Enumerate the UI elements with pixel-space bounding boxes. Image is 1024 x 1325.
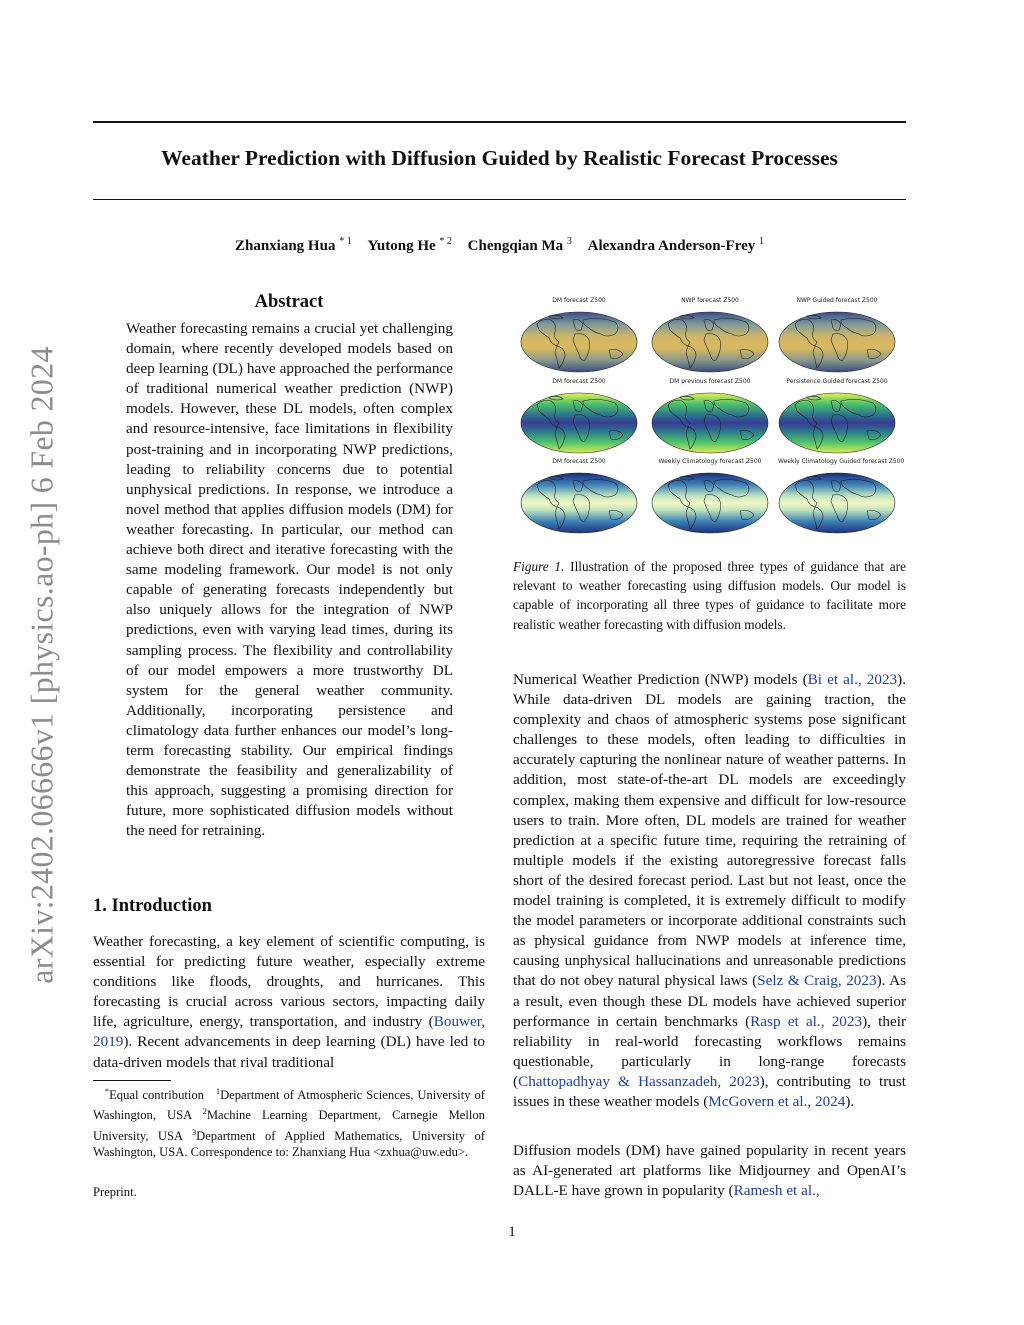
body-paragraph-2: Diffusion models (DM) have gained popularity in recent years as AI-generated art platforms like Midjourney and OpenAI’s DALL-E have grown in popularity (Ramesh et al.,	[513, 1142, 906, 1200]
citation-link[interactable]: Rasp et al., 2023	[750, 1012, 863, 1030]
arxiv-identifier: arXiv:2402.06666v1 [physics.ao-ph] 6 Feb 2024	[23, 346, 60, 984]
map-panel	[521, 393, 637, 453]
body-paragraph-1: Numerical Weather Prediction (NWP) models (Bi et al., 2023). While data-driven DL models are gaining traction, the complexity and chaos of atmospheric systems pose significant challenges to these models, often leading to difficulties in accurately capturing the nonlinear nature of weather patterns. In addition, most state-of-the-art DL models are exceedingly complex, making them expensive and difficult for low-resource users to train. More often, DL models are trained for weather prediction at a specific future time, requiring the retraining of multiple models if the existing autoregressive forecast falls short of the desired forecast period. Last but not least, once the model training is completed, it is extremely difficult to modify the model parameters or incorporate additional constraints such as physical guidance from NWP models at inference time, causing unphysical hallucinations and unreasonable predictions that do not obey natural physical laws (Selz & Craig, 2023). As a result, even though these DL models have achieved superior performance in certain benchmarks (Rasp et al., 2023), their reliability in real-world forecasting workflows remains questionable, particularly in long-range forecasts (Chattopadhyay & Hassanzadeh, 2023), contributing to trust issues in these weather models (McGovern et al., 2024).	[513, 671, 906, 1110]
map-panel	[779, 312, 895, 372]
map-panel-title: Weekly Climatology forecast Z500	[658, 458, 762, 465]
citation-link[interactable]: Selz & Craig, 2023	[757, 972, 877, 990]
map-panel-title: Weekly Climatology Guided forecast Z500	[778, 458, 905, 465]
map-panel	[652, 473, 768, 533]
map-panel-title: DM previous forecast Z500	[669, 378, 751, 385]
map-panel-title: DM forecast Z500	[552, 458, 606, 465]
paper-title: Weather Prediction with Diffusion Guided by Realistic Forecast Processes	[161, 146, 838, 170]
introduction-heading: 1. Introduction	[93, 896, 212, 916]
map-panel	[652, 312, 768, 372]
citation-link[interactable]: Bi et al., 2023	[807, 671, 898, 688]
author: Chengqian Ma $^3$	[467, 236, 572, 254]
title-rule-bottom	[93, 199, 906, 200]
citation-link[interactable]: McGovern et al., 2024	[708, 1092, 846, 1110]
citation-link[interactable]: Ramesh et al.,	[733, 1182, 820, 1200]
map-panel-title: NWP forecast Z500	[681, 297, 739, 304]
abstract-text: Weather forecasting remains a crucial yet challenging domain, where recently developed models based on deep learning (DL) have approached the performance of traditional numerical weather prediction (NWP) models. However, these DL models, often complex and resource-intensive, face limitations in flexibility post-training and in incorporating NWP predictions, leading to reliability concerns due to potential unphysical predictions. In response, we introduce a novel method that applies diffusion models (DM) for weather forecasting. In particular, our method can achieve both direct and iterative forecasting with the same modeling framework. Our model is not only capable of generating forecasts independently but also uniquely allows for the integration of NWP predictions, even with varying lead times, during its sampling process. The flexibility and controllability of our model empowers a more trustworthy DL system for the general weather community. Additionally, incorporating persistence and climatology data further enhances our model’s long-term forecasting stability. Our empirical findings demonstrate the feasibility and generalizability of this approach, suggesting a promising direction for future, more sophisticated diffusion models without the need for retraining.	[126, 320, 453, 840]
map-panel	[779, 393, 895, 453]
figure-1	[517, 293, 906, 543]
page-number: 1	[508, 1224, 516, 1240]
introduction-paragraph: Weather forecasting, a key element of scientific computing, is essential for predicting future weather, especially extreme conditions like floods, droughts, and hurricanes. This forecasting is crucial across various sectors, impacting daily life, agriculture, energy, transportation, and industry (Bouwer, 2019). Recent advancements in deep learning (DL) have led to data-driven models that rival traditional	[93, 933, 485, 1071]
preprint-note: Preprint.	[93, 1185, 137, 1199]
map-panel-title: DM forecast Z500	[552, 297, 606, 304]
map-panel-title: DM forecast Z500	[552, 378, 606, 385]
map-panel	[521, 312, 637, 372]
figure-caption: Figure 1. Illustration of the proposed three types of guidance that are relevant to weather forecasting using diffusion models. Our model is capable of incorporating all three types of guidance to facilitate more realistic weather forecasting with diffusion models.	[513, 559, 907, 632]
affiliations-footnote: *Equal contribution $^1$Department of Atmospheric Sciences, University of Washington, USA $^2$Machine Learning Department, Carnegie Mellon University, USA $^3$Department of Applied Mathematics, University of Washington, USA. Correspondence to: Zhanxiang Hua <zxhua@uw.edu>.	[93, 1086, 485, 1160]
author: Alexandra Anderson-Frey $^1$	[587, 236, 764, 254]
map-panel	[779, 473, 895, 533]
footnote-rule	[93, 1080, 171, 1081]
title-rule-top	[93, 121, 906, 123]
map-panel-title: Persistence Guided forecast Z500	[786, 378, 888, 385]
abstract-heading: Abstract	[254, 292, 324, 312]
map-panel	[521, 473, 637, 533]
citation-link[interactable]: Bouwer, 2019	[93, 1013, 485, 1051]
map-panel-title: NWP Guided forecast Z500	[796, 297, 878, 304]
figure-maps	[517, 293, 906, 543]
author: Yutong He $^{* 2}$	[367, 236, 452, 254]
author-list	[93, 236, 906, 255]
citation-link[interactable]: Chattopadhyay & Hassanzadeh, 2023	[518, 1072, 760, 1090]
author: Zhanxiang Hua $^{* 1}$	[234, 236, 352, 254]
map-panel	[652, 393, 768, 453]
